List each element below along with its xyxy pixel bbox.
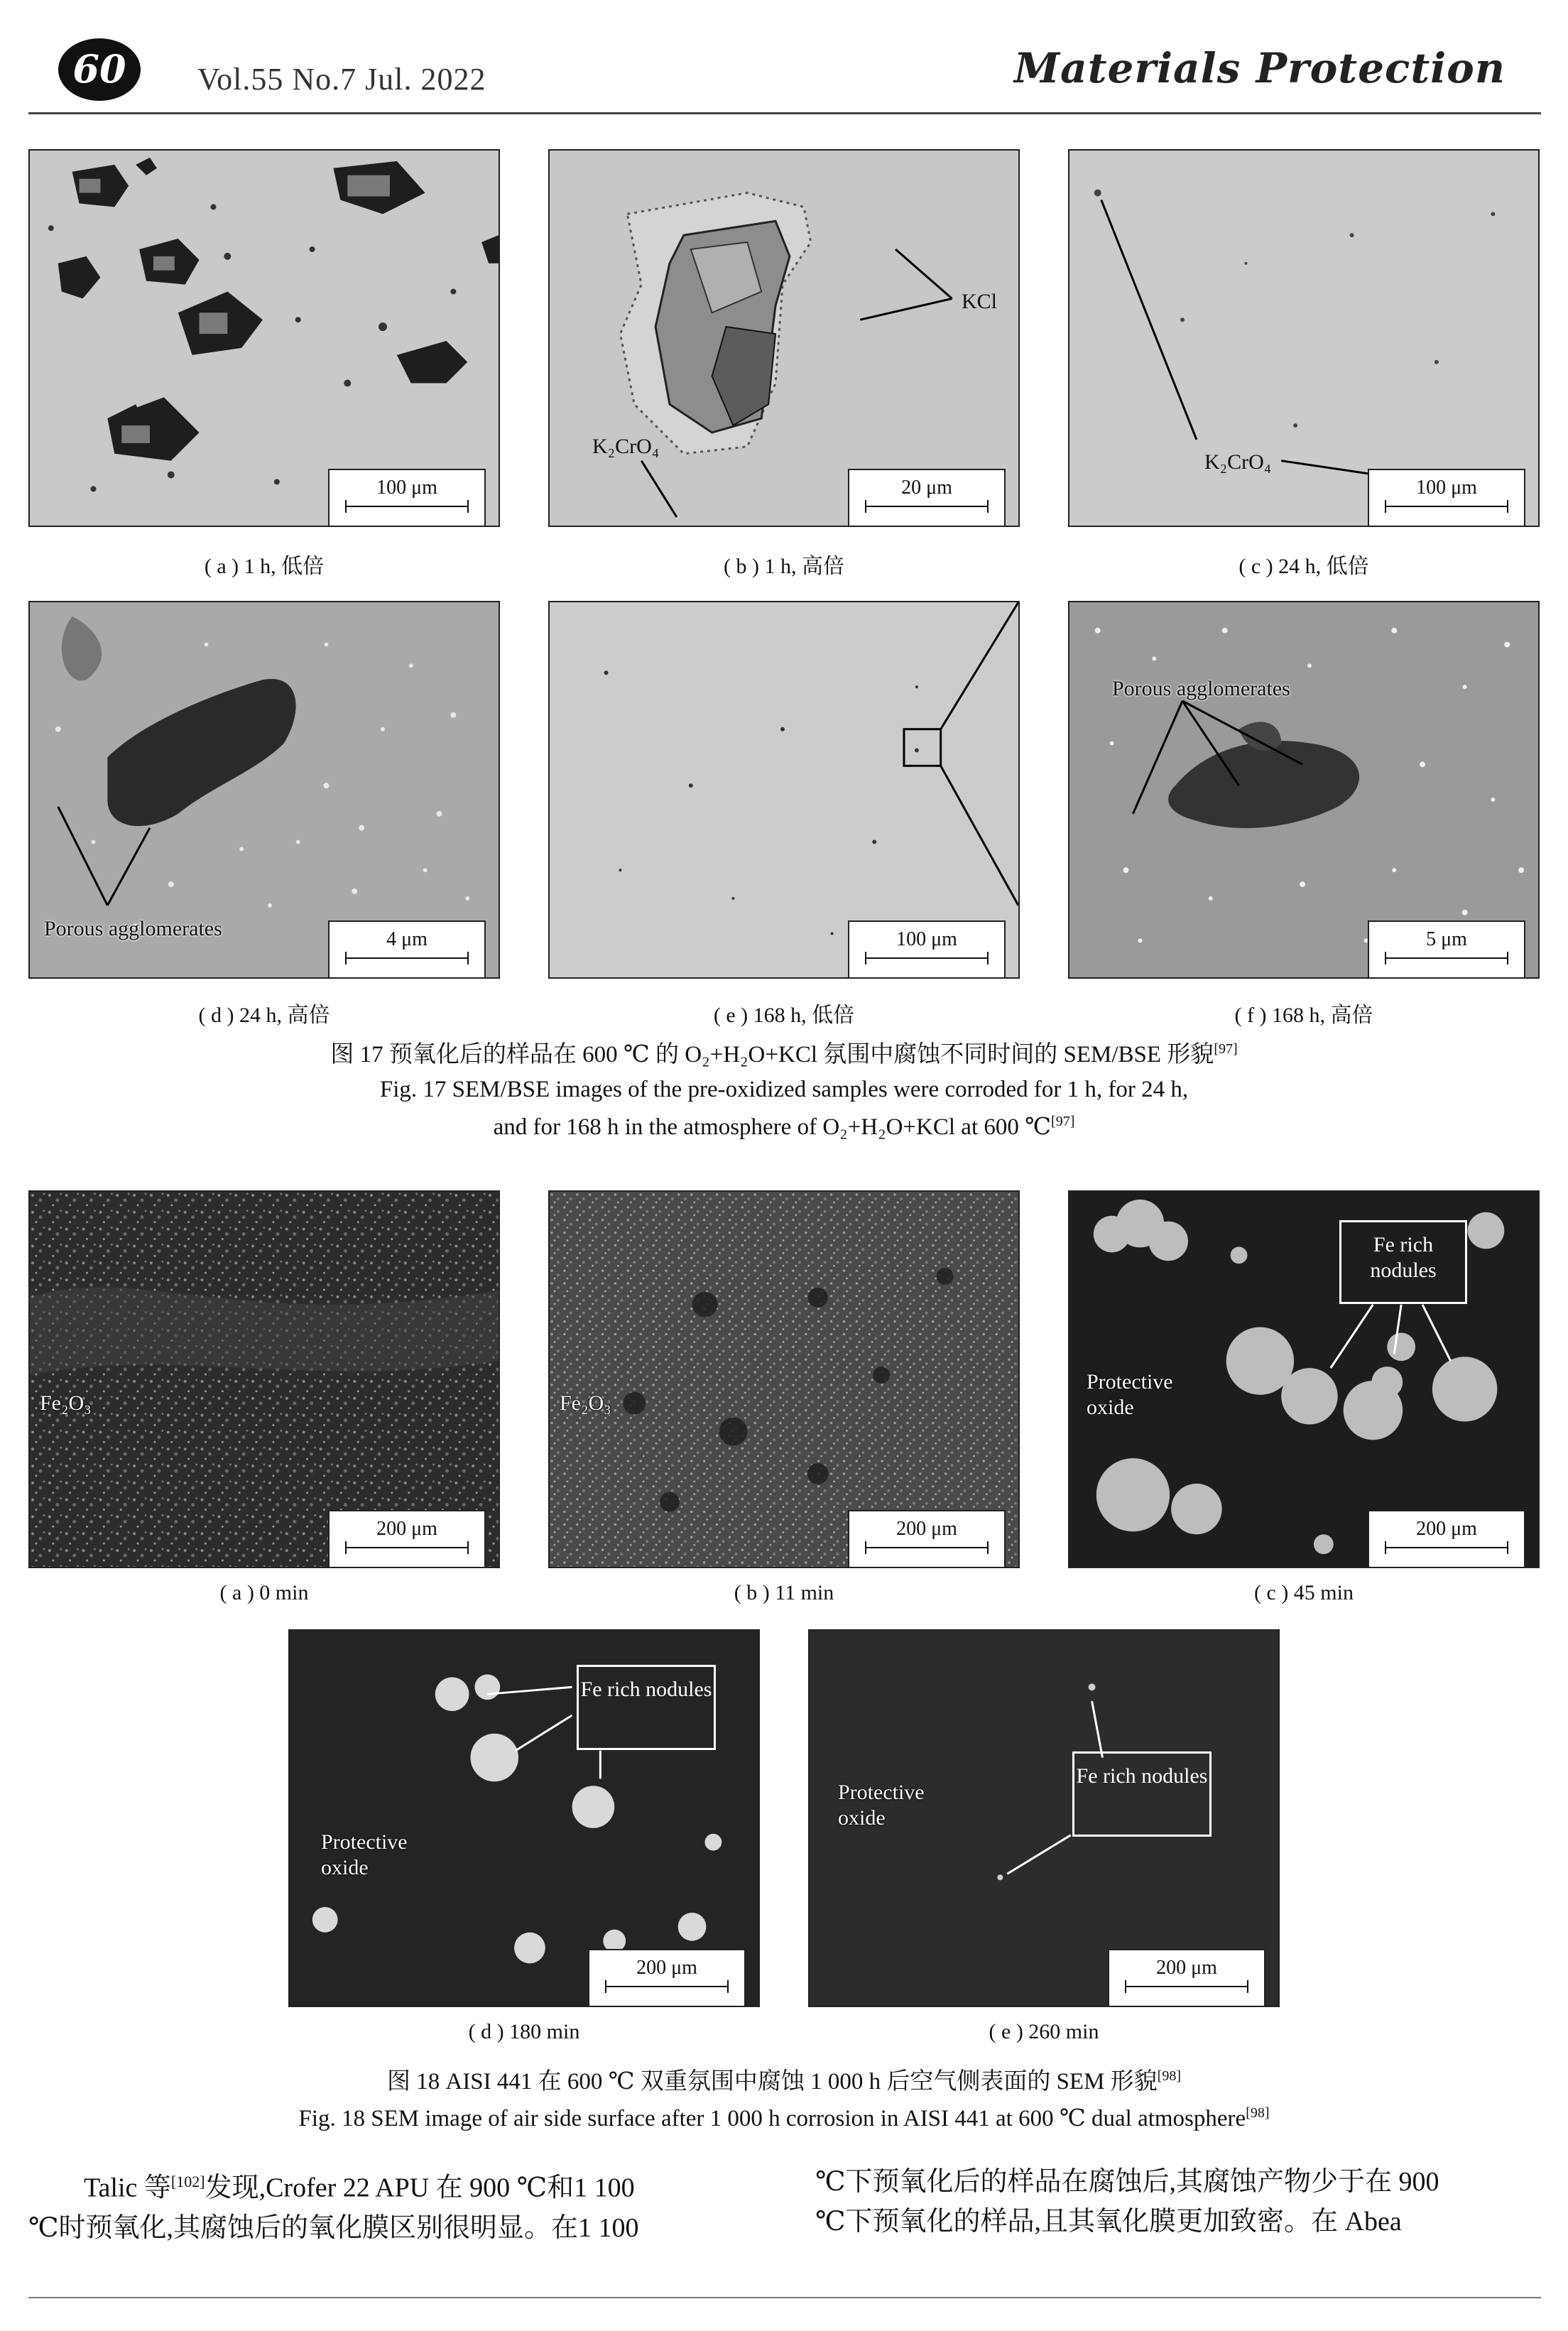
scale-bar: 100 μm [848, 920, 1006, 977]
header-rule [28, 112, 1541, 114]
body-left-line-2: ℃时预氧化,其腐蚀后的氧化膜区别很明显。在1 100 [28, 2212, 639, 2243]
label-fe-rich-nodules: Fe rich nodules [1339, 1220, 1467, 1304]
label-porous-agglomerates: Porous agglomerates [44, 917, 222, 940]
journal-info: Vol.55 No.7 Jul. 2022 [197, 62, 486, 97]
fig17-panel-f [1068, 601, 1540, 979]
body-left-line-1: Talic 等[102]发现,Crofer 22 APU 在 900 ℃和1 100 [84, 2173, 635, 2203]
subcaption-17c: ( c ) 24 h, 低倍 [1238, 555, 1369, 578]
body-right-column [815, 2162, 1540, 2242]
label-protective-oxide: Protective oxide [1087, 1370, 1173, 1419]
label-protective-oxide: Protective oxide [838, 1781, 925, 1830]
footer-rule [28, 2297, 1541, 2298]
body-right-line-1: ℃下预氧化后的样品在腐蚀后,其腐蚀产物少于在 900 [815, 2167, 1439, 2197]
fig18-caption-en: Fig. 18 SEM image of air side surface after 1 000 h corrosion in AISI 441 at 600 ℃ dual atmosphere[98] [298, 2105, 1270, 2131]
subcaption-18d: ( d ) 180 min [468, 2020, 580, 2043]
fig17-panel-d [28, 601, 500, 979]
fig18-panel-d [288, 1629, 760, 2007]
label-fe-rich-nodules: Fe rich nodules [577, 1665, 716, 1750]
subcaption-17a: ( a ) 1 h, 低倍 [204, 555, 325, 578]
page-number-badge [57, 37, 142, 102]
label-fe-rich-nodules: Fe rich nodules [1072, 1751, 1212, 1837]
body-left-column [28, 2162, 753, 2248]
fig17-caption-en-1: Fig. 17 SEM/BSE images of the pre-oxidized samples were corroded for 1 h, for 24 h, [379, 1077, 1189, 1102]
body-right-line-2: ℃下预氧化的样品,且其氧化膜更加致密。在 Abea [815, 2207, 1402, 2237]
scale-bar: 200 μm [328, 1510, 486, 1567]
fig18-panel-a [28, 1190, 500, 1568]
scale-bar: 200 μm [1108, 1949, 1265, 2006]
fig17-panel-e [548, 601, 1020, 979]
label-k2cro4: K₂CrO₄ [1204, 450, 1272, 474]
label-protective-oxide: Protective oxide [321, 1830, 408, 1879]
scale-bar: 200 μm [588, 1949, 746, 2006]
subcaption-18e: ( e ) 260 min [989, 2020, 1099, 2043]
scale-bar: 100 μm [1368, 469, 1525, 526]
fig17-panel-a [28, 149, 500, 527]
subcaption-17e: ( e ) 168 h, 低倍 [713, 1004, 855, 1027]
subcaption-18b: ( b ) 11 min [734, 1581, 834, 1604]
scale-bar: 4 μm [328, 920, 486, 977]
subcaption-17d: ( d ) 24 h, 高倍 [198, 1004, 330, 1027]
fig17-panel-b [548, 149, 1020, 527]
scale-bar: 100 μm [328, 469, 486, 526]
scale-bar: 20 μm [848, 469, 1006, 526]
subcaption-17f: ( f ) 168 h, 高倍 [1234, 1004, 1373, 1027]
fig17-caption-en-2: and for 168 h in the atmosphere of O₂+H₂O+KCl at 600 ℃[97] [493, 1114, 1075, 1140]
page-number: 60 [72, 46, 126, 92]
label-k2cro4: K₂CrO₄ [592, 435, 660, 458]
fig18-caption-cn: 图 18 AISI 441 在 600 ℃ 双重氛围中腐蚀 1 000 h 后空气侧表面的 SEM 形貌[98] [386, 2068, 1181, 2094]
subcaption-18c: ( c ) 45 min [1254, 1581, 1354, 1604]
scale-bar: 200 μm [848, 1510, 1006, 1567]
fig18-panel-b [548, 1190, 1020, 1568]
label-fe2o3: Fe₂O₃ [40, 1391, 92, 1415]
fig17-panel-c [1068, 149, 1540, 527]
label-porous-agglomerates: Porous agglomerates [1112, 677, 1290, 700]
label-fe2o3: Fe₂O₃ [560, 1391, 611, 1415]
subcaption-17b: ( b ) 1 h, 高倍 [724, 555, 844, 578]
fig17-caption-cn: 图 17 预氧化后的样品在 600 ℃ 的 O₂+H₂O+KCl 氛围中腐蚀不同时间的 SEM/BSE 形貌[97] [330, 1041, 1238, 1067]
magazine-title: Materials Protection [1013, 44, 1506, 92]
label-kcl: KCl [962, 290, 998, 313]
subcaption-18a: ( a ) 0 min [219, 1581, 309, 1604]
scale-bar: 5 μm [1368, 920, 1525, 977]
fig18-panel-c [1068, 1190, 1540, 1568]
scale-bar: 200 μm [1368, 1510, 1525, 1567]
fig18-panel-e [808, 1629, 1280, 2007]
